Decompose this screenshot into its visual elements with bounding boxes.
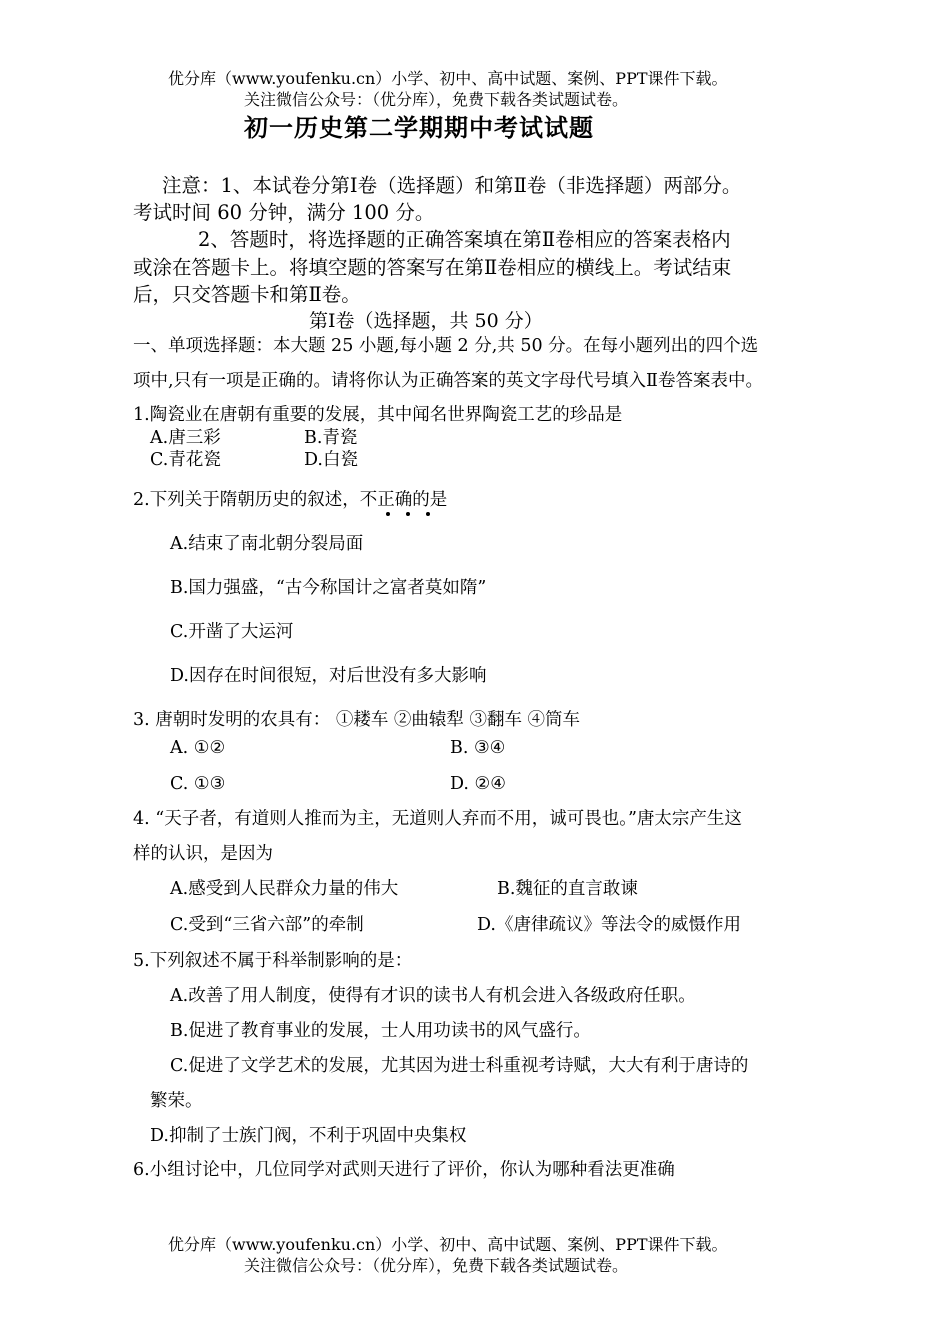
emphasis-dot [406,512,410,516]
question-4-stem-line-2: 样的认识，是因为 [133,844,273,864]
question-3-stem: 3. 唐朝时发明的农具有： ①耧车 ②曲辕犁 ③翻车 ④筒车 [133,710,581,730]
question-2-option-a: A.结束了南北朝分裂局面 [170,534,364,554]
question-5-option-c-line-2: 繁荣。 [150,1091,203,1111]
question-2-stem: 2.下列关于隋朝历史的叙述，不正确的是 [133,490,448,510]
question-1-option-c: C.青花瓷 [150,450,221,470]
section-title: 第Ⅰ卷（选择题，共 50 分） [309,310,543,332]
notice-line-3: 2、答题时，将选择题的正确答案填在第Ⅱ卷相应的答案表格内 [198,228,731,251]
question-5-option-d: D.抑制了士族门阀，不利于巩固中央集权 [150,1126,467,1146]
question-2-option-c: C.开凿了大运河 [170,622,294,642]
question-5-option-a: A.改善了用人制度，使得有才识的读书人有机会进入各级政府任职。 [170,986,696,1006]
question-3-option-d: D. ②④ [450,774,506,794]
notice-line-1: 注意：1、本试卷分第Ⅰ卷（选择题）和第Ⅱ卷（非选择题）两部分。 [162,174,742,197]
notice-line-4: 或涂在答题卡上。将填空题的答案写在第Ⅱ卷相应的横线上。考试结束 [133,256,732,279]
question-1-option-b: B.青瓷 [304,428,358,448]
page-title: 初一历史第二学期期中考试试题 [244,114,594,142]
question-2-option-b: B.国力强盛，“古今称国计之富者莫如隋” [170,578,487,598]
question-5-stem: 5.下列叙述不属于科举制影响的是： [133,951,413,971]
instructions-line-1: 一、单项选择题：本大题 25 小题,每小题 2 分,共 50 分。在每小题列出的四个选 [133,336,759,356]
emphasis-dot [386,512,390,516]
question-4-option-d: D.《唐律疏议》等法令的威慑作用 [477,915,741,935]
header-line-2: 关注微信公众号：（优分库），免费下载各类试题试卷。 [244,90,629,109]
question-1-stem: 1.陶瓷业在唐朝有重要的发展，其中闻名世界陶瓷工艺的珍品是 [133,405,623,425]
question-3-option-c: C. ①③ [170,774,226,794]
question-6-stem: 6.小组讨论中，几位同学对武则天进行了评价，你认为哪种看法更准确 [133,1160,675,1180]
question-3-option-a: A. ①② [170,738,226,758]
footer-line-1: 优分库（www.youfenku.cn）小学、初中、高中试题、案例、PPT课件下载。 [168,1235,728,1254]
question-4-stem-line-1: 4. “天子者，有道则人推而为主，无道则人弃而不用，诚可畏也。”唐太宗产生这 [133,809,742,829]
footer-line-2: 关注微信公众号：（优分库），免费下载各类试题试卷。 [244,1256,629,1275]
question-5-option-b: B.促进了教育事业的发展，士人用功读书的风气盛行。 [170,1021,591,1041]
instructions-line-2: 项中,只有一项是正确的。请将你认为正确答案的英文字母代号填入Ⅱ卷答案表中。 [133,371,763,391]
question-5-option-c-line-1: C.促进了文学艺术的发展，尤其因为进士科重视考诗赋，大大有利于唐诗的 [170,1056,749,1076]
question-2-option-d: D.因存在时间很短，对后世没有多大影响 [170,666,487,686]
question-3-option-b: B. ③④ [450,738,506,758]
question-1-option-d: D.白瓷 [304,450,358,470]
header-line-1: 优分库（www.youfenku.cn）小学、初中、高中试题、案例、PPT课件下载。 [168,69,728,88]
notice-line-5: 后，只交答题卡和第Ⅱ卷。 [133,283,361,306]
question-4-option-c: C.受到“三省六部”的牵制 [170,915,364,935]
question-1-option-a: A.唐三彩 [150,428,221,448]
notice-line-2: 考试时间 60 分钟，满分 100 分。 [133,201,435,224]
emphasis-dot [426,512,430,516]
question-4-option-b: B.魏征的直言敢谏 [497,879,638,899]
question-4-option-a: A.感受到人民群众力量的伟大 [170,879,399,899]
